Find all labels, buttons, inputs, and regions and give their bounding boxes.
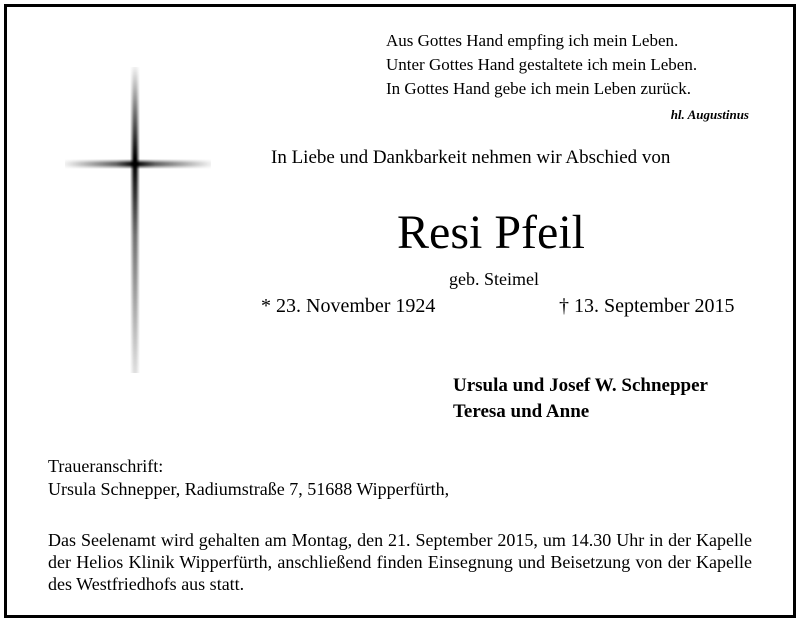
service-details: Das Seelenamt wird gehalten am Montag, den 21. September 2015, um 14.30 Uhr in der Kapelle der Helios Klinik Wipperfürth, anschließend finden Einsegnung und Beisetzung von der Kapelle des Westfriedhofs aus statt. <box>48 530 752 594</box>
family-line: Ursula und Josef W. Schnepper <box>453 375 708 396</box>
farewell-text: In Liebe und Dankbarkeit nehmen wir Abschied von <box>271 147 671 168</box>
death-date: † 13. September 2015 <box>559 295 735 317</box>
cross-vertical-beam <box>130 67 140 373</box>
deceased-name: Resi Pfeil <box>397 206 585 259</box>
family-line: Teresa und Anne <box>453 401 590 422</box>
family-signature <box>453 373 708 425</box>
quote-line: In Gottes Hand gebe ich mein Leben zurück. <box>386 79 691 98</box>
cross-horizontal-beam <box>65 159 211 169</box>
quote-line: Unter Gottes Hand gestaltete ich mein Leben. <box>386 55 698 74</box>
quote-line: Aus Gottes Hand empfing ich mein Leben. <box>386 31 679 50</box>
birth-name: geb. Steimel <box>449 269 539 289</box>
birth-date: * 23. November 1924 <box>261 295 436 317</box>
mourning-address <box>48 455 449 501</box>
address-label: Traueranschrift: <box>48 456 164 476</box>
address-value: Ursula Schnepper, Radiumstraße 7, 51688 Wipperfürth, <box>48 479 450 499</box>
quote-author: hl. Augustinus <box>670 107 749 122</box>
obituary-notice <box>4 4 796 618</box>
bible-quote <box>386 29 749 122</box>
latin-cross-icon <box>65 67 211 373</box>
